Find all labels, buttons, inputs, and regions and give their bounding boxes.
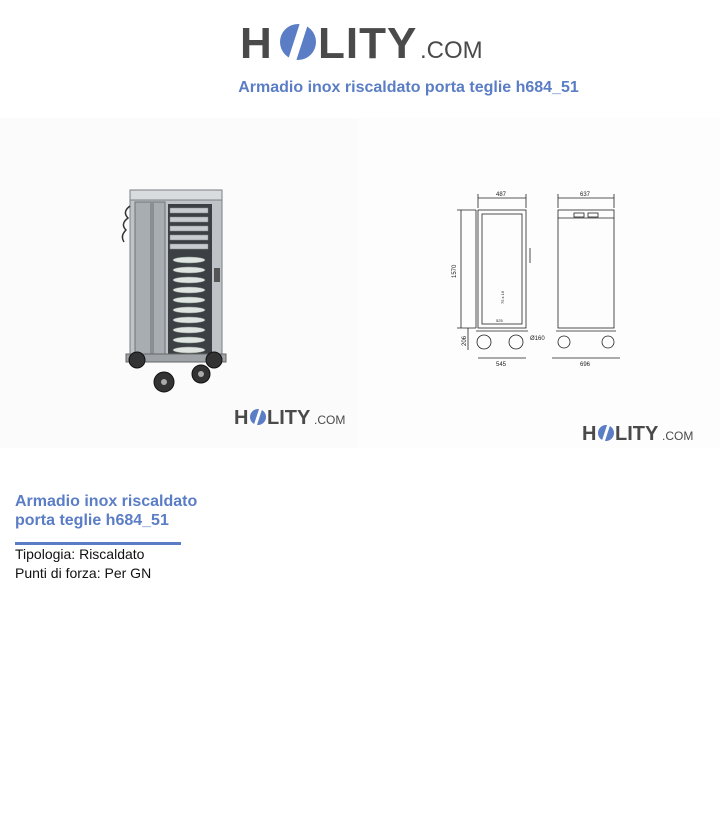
svg-text:.COM: .COM [662, 429, 694, 443]
dim-base-width: 545 [496, 362, 507, 368]
logo-letters-lity: LITY [318, 19, 418, 68]
dim-base-depth: 696 [580, 362, 591, 368]
spec-tipologia [15, 546, 144, 562]
title-divider [15, 542, 181, 545]
product-title [15, 492, 235, 530]
dim-wheel-diameter: Ø160 [530, 336, 545, 342]
product-title-line1: Armadio inox riscaldato [15, 493, 198, 510]
drawing-lines [457, 194, 620, 358]
photo-watermark-logo [234, 407, 345, 429]
svg-text:LITY: LITY [615, 423, 659, 445]
dim-inner: 525 [496, 318, 503, 323]
technical-drawing [358, 118, 720, 448]
cart-illustration [122, 190, 226, 392]
spec-punti-di-forza [15, 565, 151, 581]
logo-o-icon [280, 20, 316, 64]
spec-value: Per GN [104, 565, 152, 581]
logo-domain: .COM [420, 37, 483, 64]
dim-tray-spec: 75 x 16 [500, 290, 505, 304]
page-title: Armadio inox riscaldato porta teglie h684_51 [238, 79, 579, 96]
holity-logo[interactable] [240, 12, 500, 68]
spec-label: Punti di forza: [15, 565, 101, 581]
dim-height: 1570 [452, 264, 458, 278]
drawing-watermark-logo [582, 423, 693, 445]
dim-wheel-height: 206 [462, 335, 468, 346]
product-photo [0, 118, 358, 448]
dim-side-width: 637 [580, 192, 591, 198]
svg-text:LITY: LITY [267, 407, 311, 429]
svg-text:H: H [234, 407, 249, 429]
spec-label: Tipologia: [15, 546, 76, 562]
svg-text:.COM: .COM [314, 413, 346, 427]
svg-text:H: H [582, 423, 597, 445]
spec-value: Riscaldato [79, 546, 145, 562]
logo-letter-h: H [240, 19, 273, 68]
dim-front-width: 487 [496, 192, 507, 198]
product-title-line2: porta teglie h684_51 [15, 512, 169, 529]
